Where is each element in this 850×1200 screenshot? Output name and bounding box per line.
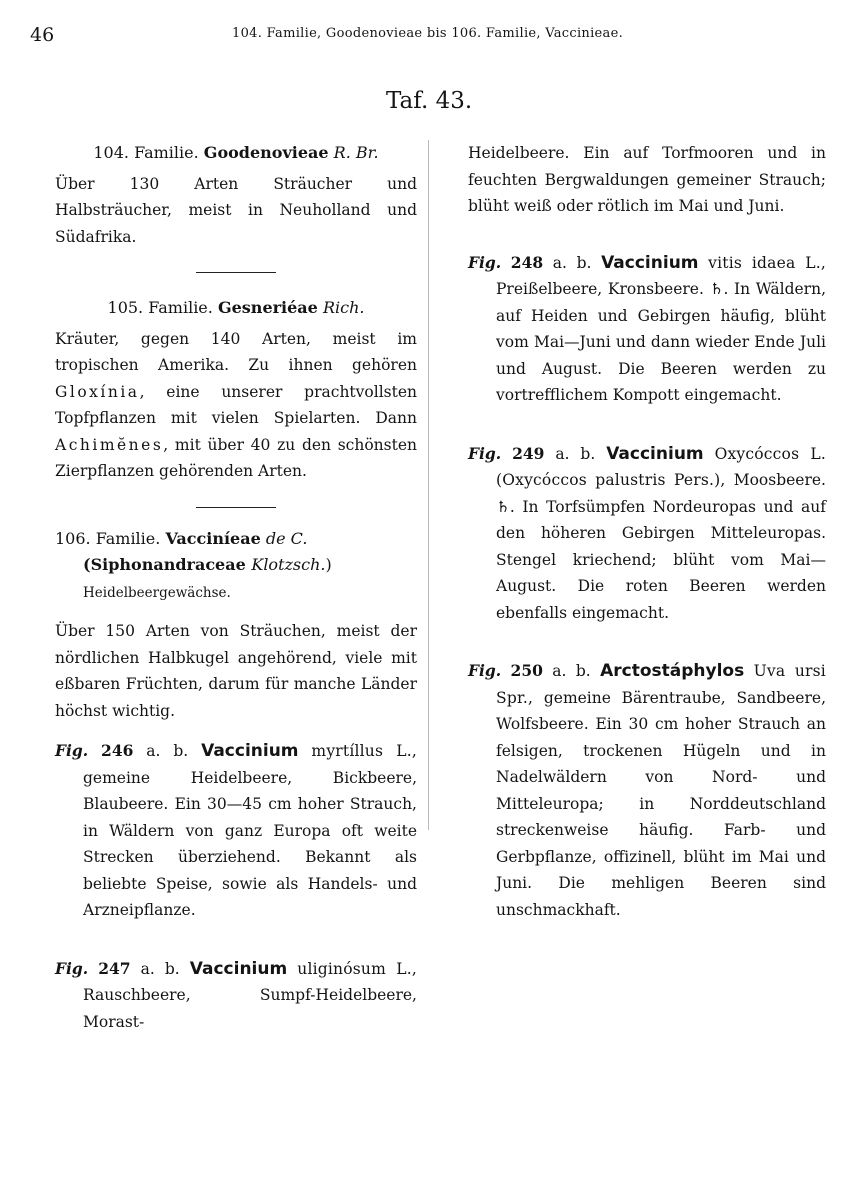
- family-name: Vacciníeae: [165, 528, 261, 548]
- fig-number: 249: [512, 443, 545, 463]
- family-name: Goodenovieae: [203, 143, 329, 162]
- family-author: Rich.: [322, 298, 365, 317]
- family-106: [55, 526, 417, 725]
- fig-label: Fig.: [468, 443, 502, 463]
- genus-name: Vaccinium: [601, 252, 699, 273]
- genus-achimenes: Achimĕnes: [55, 435, 164, 454]
- synonym-author: Klotzsch.: [251, 555, 326, 574]
- common-names: Rauschbeere, Sumpf-Heidelbeere, Morast-: [83, 986, 417, 1031]
- genus-name: Vaccinium: [606, 443, 704, 464]
- genus-name: Vaccinium: [201, 741, 299, 761]
- figure-250-entry: [468, 658, 826, 923]
- family-number: 106. Familie.: [55, 528, 161, 548]
- genus-name: Vaccinium: [189, 958, 288, 979]
- family-105-heading: [55, 295, 417, 322]
- fig-parts: a. b.: [140, 959, 180, 978]
- desc-text: , mit über 40 zu den schönsten Zierpflanzen gehörenden Arten.: [55, 435, 417, 480]
- right-column: [468, 140, 826, 923]
- family-104-description: Über 130 Arten Sträucher und Halbsträucher, meist in Neuholland und Südafrika.: [55, 174, 417, 246]
- figure-246-entry: [55, 738, 417, 924]
- species-name: vitis idaea L.,: [708, 253, 826, 272]
- fig-parts: a. b.: [146, 742, 189, 760]
- fig-label: Fig.: [55, 741, 89, 760]
- common-names: gemeine Bärentraube, Sandbeere, Wolfsbeere.: [496, 688, 826, 733]
- figure-249-entry: [468, 441, 826, 627]
- species-description: Ein 30—45 cm hoher Strauch, in Wäldern von ganz Europa oft weite Strecken überziehend. Bekannt als beliebte Speise, sowie als Handels- und Arzneipflanze.: [83, 795, 417, 919]
- family-106-description: Über 150 Arten von Sträuchen, meist der nördlichen Halbkugel angehörend, viele mit eßbaren Früchten, darum für manche Länder höchst wichtig.: [55, 622, 417, 720]
- desc-text: Kräuter, gegen 140 Arten, meist im tropischen Amerika. Zu ihnen gehören: [55, 329, 417, 374]
- page-number: 46: [30, 24, 55, 46]
- species-name: Oxycóccos L. (Oxycóccos palustris Pers.),: [496, 444, 826, 489]
- common-names: Moosbeere.: [733, 471, 826, 489]
- family-104: [55, 140, 417, 250]
- species-name: uliginósum L.,: [297, 959, 417, 978]
- common-names-end: Heidelbeere.: [468, 144, 570, 162]
- column-rule: [428, 140, 429, 830]
- common-family-name: Heidelbeergewächse.: [83, 584, 231, 601]
- species-description: Ein auf Torfmooren und in feuchten Bergwaldungen gemeiner Strauch; blüht weiß oder rötlich im Mai und Juni.: [468, 144, 826, 215]
- species-description: Ein 30 cm hoher Strauch an felsigen, trockenen Hügeln und in Nadelwäldern von Nord- und Mitteleuropa; in Norddeutschland streckenweise häufig. Farb- und Gerbpflanze, offizinell, blüht im Mai und Juni. Die mehligen Beeren sind unschmackhaft.: [496, 715, 826, 919]
- family-105: [55, 295, 417, 485]
- fig-number: 250: [510, 661, 543, 680]
- section-divider: [196, 507, 276, 508]
- running-head: 104. Familie, Goodenovieae bis 106. Familie, Vaccinieae.: [232, 26, 624, 41]
- family-number: 104. Familie.: [93, 143, 199, 162]
- fig-number: 247: [98, 958, 131, 978]
- fig-label: Fig.: [55, 958, 89, 978]
- common-names: gemeine Heidelbeere, Bickbeere, Blaubeere.: [83, 768, 417, 813]
- figure-248-entry: [468, 250, 826, 409]
- species-name: Uva ursi Spr.,: [496, 662, 826, 707]
- family-author: de C.: [265, 528, 308, 548]
- family-author: R. Br.: [333, 143, 379, 162]
- figure-247-entry: [55, 956, 417, 1036]
- fig-label: Fig.: [468, 252, 502, 272]
- fig-number: 246: [101, 741, 134, 760]
- family-104-heading: [55, 140, 417, 167]
- species-description: In Wäldern, auf Heiden und Gebirgen häufig, blüht vom Mai—Juni und dann wieder Ende Juli und August. Die Beeren werden zu vortrefflichem Kompott eingemacht.: [496, 280, 826, 404]
- section-divider: [196, 272, 276, 273]
- family-106-heading: [55, 526, 417, 607]
- shrub-symbol: ♄.: [496, 497, 515, 516]
- species-description: In Torfsümpfen Nordeuropas und auf den höheren Gebirgen Mitteleuropas. Stengel kriechend; blüht vom Mai—August. Die roten Beeren werden ebenfalls eingemacht.: [496, 497, 826, 622]
- figure-247-continuation: [468, 140, 826, 220]
- genus-name: Arctostáphylos: [600, 661, 745, 681]
- desc-text: , eine unserer prachtvollsten Topfpflanzen mit vielen Spielarten. Dann: [55, 382, 417, 427]
- family-name: Gesneriéae: [217, 298, 318, 317]
- common-names: Preißelbeere, Kronsbeere.: [496, 280, 704, 298]
- fig-parts: a. b.: [552, 253, 592, 272]
- synonym: (Siphonandraceae: [83, 555, 252, 574]
- shrub-symbol: ♄.: [709, 280, 729, 298]
- fig-parts: a. b.: [555, 444, 596, 463]
- synonym-close: ): [325, 555, 332, 574]
- left-column: [55, 140, 417, 1035]
- species-name: myrtíllus L.,: [311, 742, 417, 760]
- family-number: 105. Familie.: [107, 298, 213, 317]
- fig-label: Fig.: [468, 661, 502, 680]
- fig-number: 248: [510, 252, 544, 272]
- family-105-description: [55, 326, 417, 485]
- fig-parts: a. b.: [552, 662, 591, 680]
- genus-gloxinia: Gloxínia: [55, 382, 140, 401]
- plate-title: Taf. 43.: [386, 88, 473, 114]
